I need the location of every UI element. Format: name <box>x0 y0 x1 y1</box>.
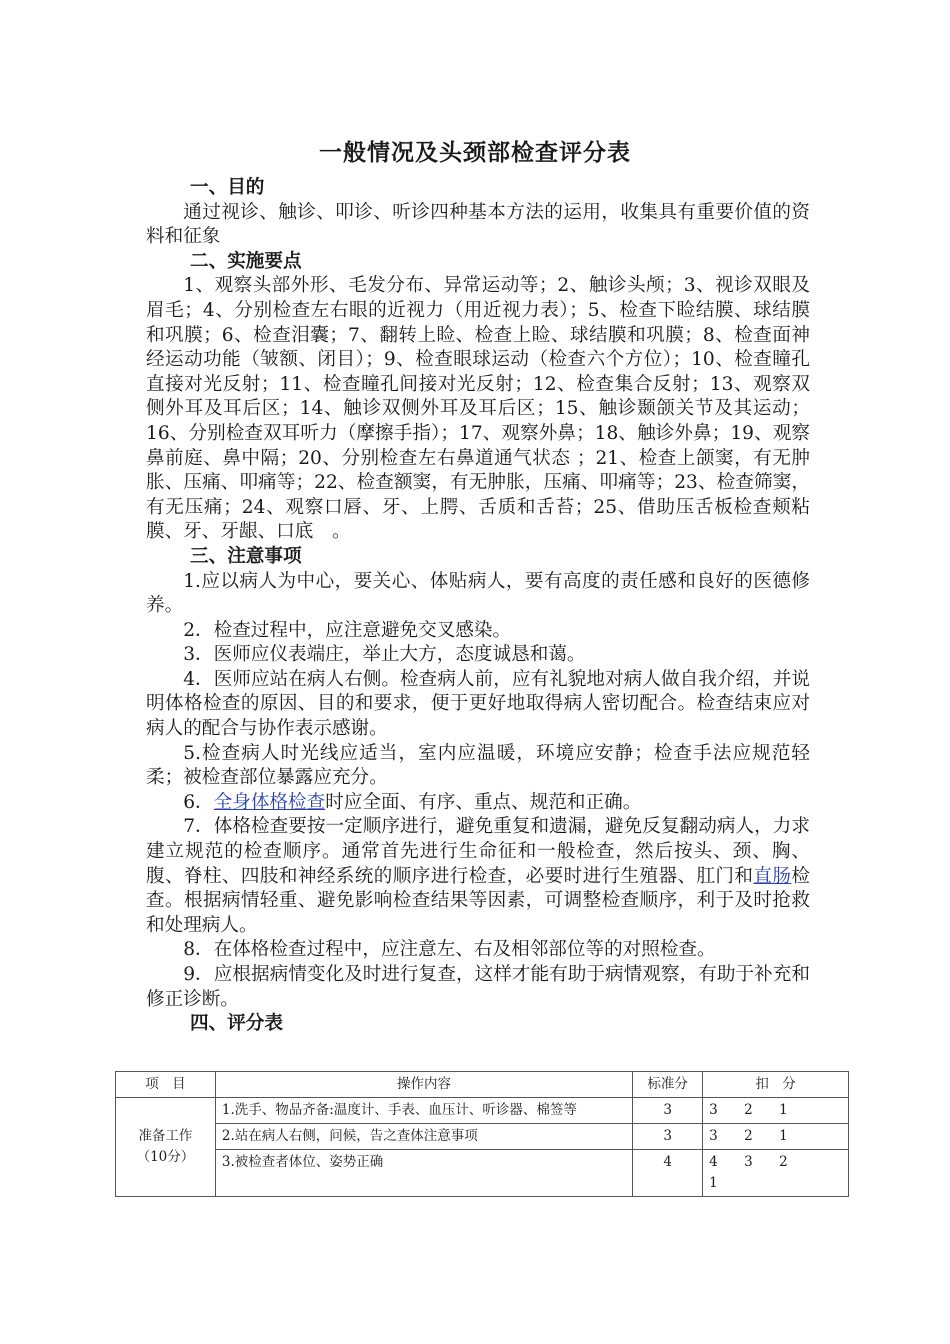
deduct-value: 1 <box>779 1128 788 1144</box>
note-item-1: 1.应以病人为中心，要关心、体贴病人，要有高度的责任感和良好的医德修养。 <box>146 570 810 617</box>
note-item-5: 5.检查病人时光线应适当，室内应温暖，环境应安静；检查手法应规范轻柔；被检查部位暴露应充分。 <box>146 742 810 789</box>
deduct-value: 2 <box>744 1102 753 1118</box>
section-heading-notes: 三、注意事项 <box>190 545 302 567</box>
purpose-text: 通过视诊、触诊、叩诊、听诊四种基本方法的运用，收集具有重要价值的资料和征象 <box>146 201 810 248</box>
row-deduct <box>703 1098 849 1124</box>
row-deduct <box>703 1150 849 1197</box>
header-standard: 标准分 <box>633 1072 703 1098</box>
deduct-value: 2 <box>779 1154 788 1170</box>
section-heading-score-table: 四、评分表 <box>190 1013 283 1035</box>
deduct-value: 3 <box>744 1154 753 1170</box>
deduct-value: 3 <box>709 1128 718 1144</box>
table-row <box>116 1124 849 1150</box>
group-name: 准备工作 <box>138 1128 193 1144</box>
full-body-exam-link[interactable]: 全身体格检查 <box>213 791 326 813</box>
document-body <box>146 176 810 1037</box>
header-deduct: 扣 分 <box>703 1072 849 1098</box>
group-points: （10分） <box>136 1149 195 1165</box>
row-standard: 4 <box>633 1150 703 1197</box>
note-7-part1: 7．体格检查要按一定顺序进行，避免重复和遗漏，避免反复翻动病人，力求建立规范的检查顺序。通常首先进行生命征和一般检查，然后按头、颈、胸、腹、脊柱、四肢和神经系统的顺序进行检查，必要时进行生殖器、肛门和 <box>146 816 810 887</box>
note-item-8: 8．在体格检查过程中，应注意左、右及相邻部位等的对照检查。 <box>183 939 716 961</box>
header-content: 操作内容 <box>215 1072 632 1098</box>
row-standard: 3 <box>633 1124 703 1150</box>
note-item-6 <box>146 791 810 816</box>
note-item-4: 4．医师应站在病人右侧。检查病人前，应有礼貌地对病人做自我介绍，并说明体格检查的原因、目的和要求，便于更好地取得病人密切配合。检查结束应对病人的配合与协作表示感谢。 <box>146 668 810 740</box>
note-7-part2: 检查。根据病情轻重、避免影响检查结果等因素，可调整检查顺序，利于及时抢救和处理病人。 <box>146 865 810 936</box>
deduct-value: 1 <box>779 1102 788 1118</box>
note-6-suffix: 时应全面、有序、重点、规范和正确。 <box>325 791 642 813</box>
table-row <box>116 1150 849 1197</box>
score-table <box>115 1071 849 1197</box>
row-content: 3.被检查者体位、姿势正确 <box>215 1150 632 1197</box>
header-item: 项 目 <box>116 1072 216 1098</box>
table-header-row <box>116 1072 849 1098</box>
key-points-text: 1、观察头部外形、毛发分布、异常运动等；2、触诊头颅；3、视诊双眼及眉毛；4、分别检查左右眼的近视力（用近视力表）；5、检查下睑结膜、球结膜和巩膜；6、检查泪囊；7、翻转上睑、检查上睑、球结膜和巩膜；8、检查面神经运动功能（皱额、闭目）；9、检查眼球运动（检查六个方位）；10、检查瞳孔直接对光反射；11、检查瞳孔间接对光反射；12、检查集合反射；13、观察双侧外耳及耳后区；14、触诊双侧外耳及耳后区；15、触诊颞颌关节及其运动；16、分别检查双耳听力（摩擦手指）；17、观察外鼻；18、触诊外鼻；19、观察鼻前庭、鼻中隔；20、分别检查左右鼻道通气状态 ；21、检查上颌窦，有无肿胀、压痛、叩痛等；22、检查额窦，有无肿胀，压痛、叩痛等；23、检查筛窦，有无压痛；24、观察口唇、牙、上腭、舌质和舌苔；25、借助压舌板检查颊粘膜、牙、牙龈、口底 。 <box>146 275 810 543</box>
note-item-7 <box>146 815 810 938</box>
note-item-2: 2．检查过程中，应注意避免交叉感染。 <box>183 619 512 641</box>
deduct-value: 4 <box>709 1154 718 1170</box>
deduct-value: 1 <box>709 1175 718 1191</box>
section-heading-key-points: 二、实施要点 <box>190 250 302 272</box>
row-content: 1.洗手、物品齐备:温度计、手表、血压计、听诊器、棉签等 <box>215 1098 632 1124</box>
section-heading-purpose: 一、目的 <box>190 177 265 198</box>
row-deduct <box>703 1124 849 1150</box>
deduct-value: 3 <box>709 1102 718 1118</box>
row-content: 2.站在病人右侧，问候，告之查体注意事项 <box>215 1124 632 1150</box>
document-title: 一般情况及头颈部检查评分表 <box>319 140 631 166</box>
row-standard: 3 <box>633 1098 703 1124</box>
group-cell <box>116 1098 216 1197</box>
note-6-prefix: 6． <box>183 791 214 813</box>
rectum-link[interactable]: 直肠 <box>753 865 792 887</box>
deduct-value: 2 <box>744 1128 753 1144</box>
table-row <box>116 1098 849 1124</box>
note-item-9: 9．应根据病情变化及时进行复查，这样才能有助于病情观察，有助于补充和修正诊断。 <box>146 964 810 1010</box>
note-item-3: 3．医师应仪表端庄，举止大方，态度诚恳和蔼。 <box>183 644 586 666</box>
